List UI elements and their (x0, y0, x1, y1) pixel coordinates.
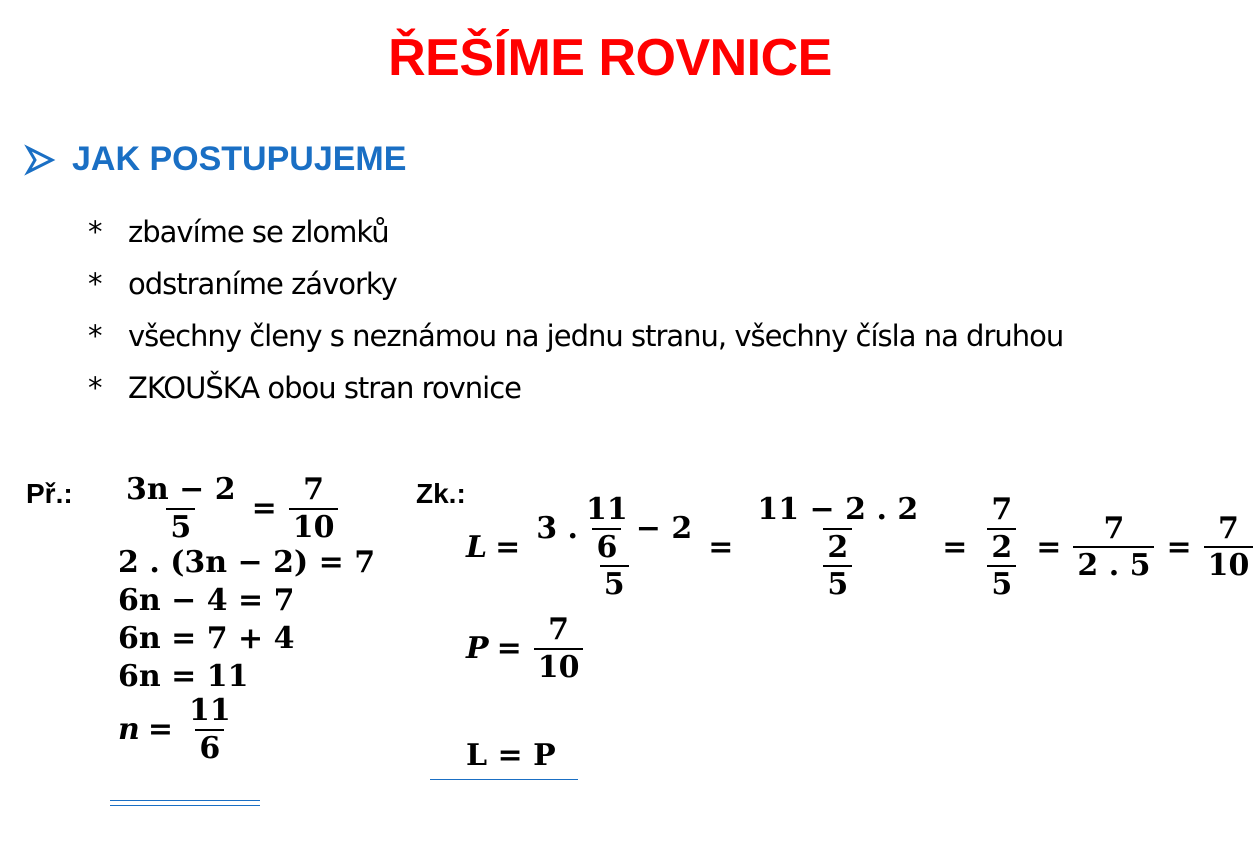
bullet-star: * (88, 267, 102, 301)
numerator: 7 (548, 612, 570, 647)
fraction (753, 494, 922, 563)
list-item (88, 362, 1063, 414)
equals-sign: = (495, 529, 521, 565)
numerator: 11 (586, 492, 628, 527)
numerator (532, 494, 696, 565)
list-item (88, 310, 1063, 362)
list-item (88, 258, 1063, 310)
double-underline-bottom (110, 805, 260, 806)
numerator: 7 (1103, 510, 1125, 546)
arrowhead-icon (26, 146, 54, 174)
denominator: 2 . 5 (1073, 546, 1154, 582)
equals-sign: = (1166, 529, 1192, 565)
bullet-star: * (88, 371, 102, 405)
fraction (745, 494, 930, 601)
denominator: 2 (987, 528, 1016, 564)
subtrahend: − 2 (635, 510, 693, 546)
left-side-symbol: L (466, 529, 488, 565)
equals-sign: = (1036, 529, 1062, 565)
denominator: 6 (592, 528, 621, 564)
numerator (979, 494, 1024, 565)
equals-sign: = (942, 529, 968, 565)
denominator: 5 (600, 565, 629, 601)
example-label: Př.: (26, 478, 73, 509)
step-text: zbavíme se zlomků (128, 215, 389, 249)
equals-sign: = (147, 712, 173, 747)
fraction (532, 494, 696, 601)
conclusion-underline (430, 779, 578, 780)
conclusion: L = P (466, 738, 556, 773)
denominator: 10 (534, 648, 584, 684)
fraction (185, 695, 235, 764)
equals-sign: = (708, 529, 734, 565)
step-text: odstraníme závorky (128, 267, 397, 301)
step-text: ZKOUŠKA obou stran rovnice (128, 371, 521, 405)
bullet-star: * (88, 319, 102, 353)
right-side-check (466, 614, 587, 683)
numerator: 11 (188, 693, 231, 728)
result-line (118, 695, 375, 764)
numerator (745, 494, 930, 565)
coefficient: 3 . (536, 510, 578, 546)
solution-block (118, 474, 375, 764)
fraction (534, 614, 584, 683)
fraction (987, 494, 1016, 563)
fraction (1204, 510, 1254, 584)
variable: n (118, 712, 140, 747)
page-title: ŘEŠÍME ROVNICE (388, 29, 832, 87)
section-heading-text: JAK POSTUPUJEME (72, 140, 407, 178)
denominator: 10 (289, 508, 339, 544)
fraction (122, 474, 240, 543)
equals-sign: = (496, 631, 522, 666)
equation-line: 2 . (3n − 2) = 7 (118, 544, 376, 580)
equation-line: 6n − 4 = 7 (118, 582, 295, 618)
numerator: 7 (991, 492, 1013, 527)
fraction (979, 494, 1024, 601)
bullet-star: * (88, 215, 102, 249)
denominator: 6 (195, 729, 224, 765)
step-text: všechny členy s neznámou na jednu stranu, všechny čísla na druhou (128, 319, 1064, 353)
left-side-check (466, 494, 1257, 601)
denominator: 5 (823, 565, 852, 601)
numerator: 11 − 2 . 2 (757, 492, 919, 527)
equals-sign: = (251, 491, 277, 526)
equation-line: 6n = 7 + 4 (118, 620, 295, 656)
steps-list (88, 206, 1063, 414)
numerator: 3n − 2 (126, 472, 236, 507)
equation-line: 6n = 11 (118, 658, 249, 694)
double-underline-top (110, 800, 260, 801)
fraction (289, 474, 339, 543)
fraction (1073, 510, 1154, 584)
numerator: 7 (1218, 510, 1239, 546)
list-item (88, 206, 1063, 258)
check-label: Zk.: (416, 478, 466, 509)
denominator: 10 (1204, 546, 1254, 582)
denominator: 5 (166, 508, 195, 544)
equation-line (118, 474, 375, 543)
section-heading (26, 140, 406, 179)
denominator: 2 (823, 528, 852, 564)
right-side-symbol: P (466, 631, 489, 666)
fraction (582, 494, 632, 563)
numerator: 7 (303, 472, 325, 507)
denominator: 5 (987, 565, 1016, 601)
